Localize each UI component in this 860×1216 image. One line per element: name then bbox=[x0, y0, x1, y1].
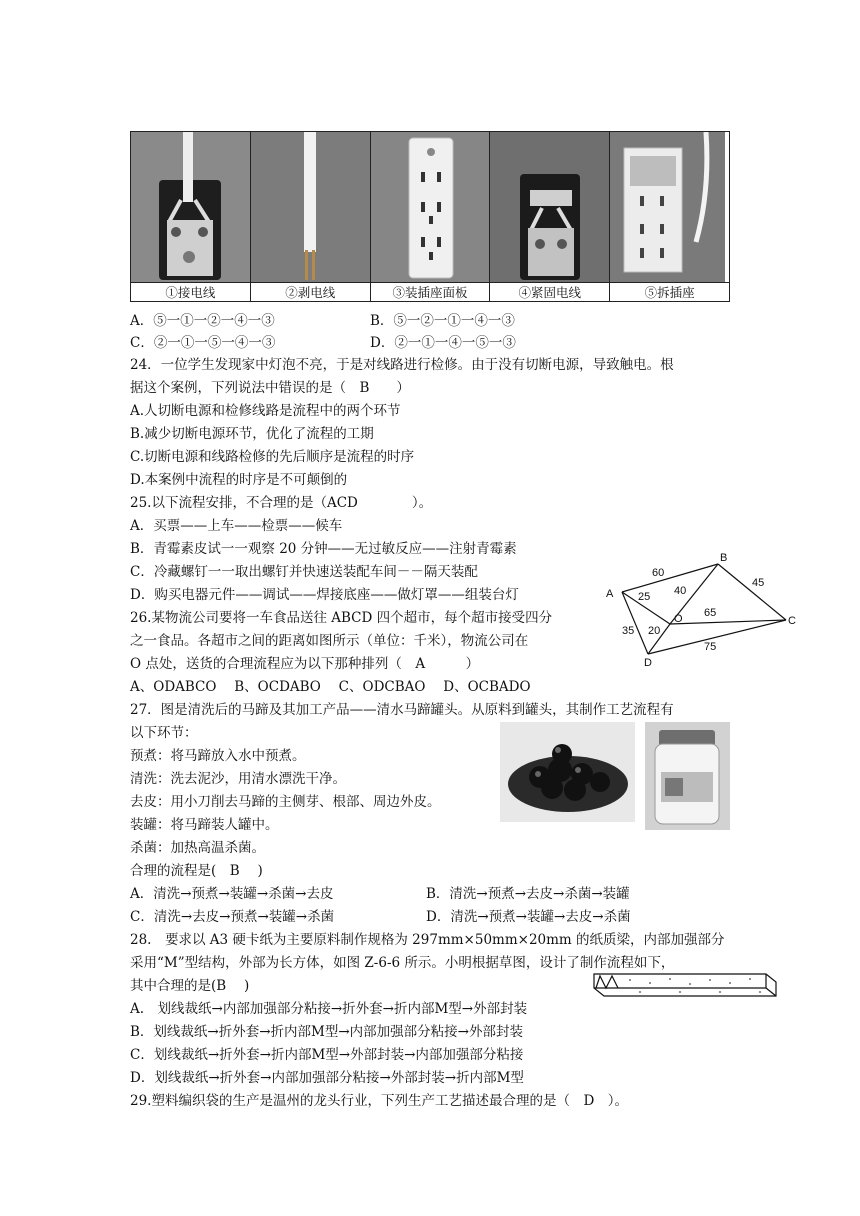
paper-beam-sketch bbox=[590, 968, 780, 1000]
canned-water-chestnut-photo bbox=[645, 722, 730, 830]
node-c-label: C bbox=[788, 615, 796, 627]
caption-connect-wire: ①接电线 bbox=[131, 283, 251, 302]
q28-option-b: B．划线裁纸→折外套→折内部M型→内部加强部分粘接→外部封装 bbox=[130, 1024, 523, 1040]
route-distance-diagram bbox=[600, 550, 800, 670]
dist-do: 20 bbox=[648, 625, 661, 637]
node-b-label: B bbox=[720, 552, 728, 564]
remove-socket-image bbox=[610, 132, 725, 282]
q27-step-can: 装罐：将马蹄装人罐中。 bbox=[130, 817, 279, 833]
dist-ab: 60 bbox=[652, 567, 665, 579]
socket-wiring-image bbox=[131, 132, 251, 282]
q27-option-b: B．清洗→预煮→去皮→杀菌→装罐 bbox=[426, 886, 630, 902]
q24-stem-line2: 据这个案例，下列说法中错误的是（ B ） bbox=[130, 380, 410, 396]
water-chestnut-photo bbox=[500, 722, 635, 822]
dist-ob: 40 bbox=[674, 585, 687, 597]
caption-strip-wire: ②剥电线 bbox=[251, 283, 371, 302]
q28-stem-line1: 28. 要求以 A3 硬卡纸为主要原料制作规格为 297mm×50mm×20mm 的纸质梁，内部加强部分 bbox=[130, 932, 725, 948]
node-d-label: D bbox=[644, 657, 652, 669]
q29-stem: 29.塑料编织袋的生产是温州的龙头行业，下列生产工艺描述最合理的是（ D ）。 bbox=[130, 1093, 629, 1109]
q27-option-a: A．清洗→预煮→装罐→杀菌→去皮 bbox=[130, 886, 334, 902]
q28-option-d: D．划线裁纸→折外套→内部加强部分粘接→外部封装→折内部M型 bbox=[130, 1070, 524, 1086]
node-a-label: A bbox=[606, 588, 614, 600]
q23-option-c: C．②一①一⑤一④一③ bbox=[130, 335, 276, 351]
q23-option-d: D．②一①一④一⑤一③ bbox=[370, 335, 516, 351]
q27-option-d: D．清洗→预煮→装罐→去皮→杀菌 bbox=[426, 909, 631, 925]
q25-option-d: D．购买电器元件——调试——焊接底座——做灯罩——组装台灯 bbox=[130, 587, 519, 603]
q28-stem-line3: 其中合理的是(B ) bbox=[130, 978, 250, 994]
photo-socket-panel bbox=[371, 132, 491, 282]
q26-options: A、ODABCO B、OCDABO C、ODCBAO D、OCBADO bbox=[130, 679, 531, 695]
q27-step-peel: 去皮：用小刀削去马蹄的主侧芽、根部、周边外皮。 bbox=[130, 794, 441, 810]
caption-fasten-wire: ④紧固电线 bbox=[490, 283, 610, 302]
process-photo-strip bbox=[130, 131, 730, 302]
q26-stem-line1: 26.某物流公司要将一车食品送往 ABCD 四个超市，每个超市接受四分 bbox=[130, 610, 553, 626]
dist-bc: 45 bbox=[752, 577, 765, 589]
q27-step-precook: 预煮：将马蹄放入水中预煮。 bbox=[130, 748, 306, 764]
caption-remove-socket: ⑤拆插座 bbox=[644, 285, 695, 300]
q23-option-a: A．⑤一①一②一④一③ bbox=[130, 313, 275, 329]
q24-option-b: B.减少切断电源环节，优化了流程的工期 bbox=[130, 426, 374, 442]
dist-dc: 75 bbox=[704, 641, 717, 653]
q25-stem: 25.以下流程安排，不合理的是（ACD ）。 bbox=[130, 495, 433, 511]
q25-option-b: B．青霉素皮试一一观察 20 分钟——无过敏反应——注射青霉素 bbox=[130, 541, 517, 557]
q24-stem-line1: 24．一位学生发现家中灯泡不亮，于是对线路进行检修。由于没有切断电源，导致触电。根 bbox=[130, 357, 674, 373]
q23-option-b: B．⑤一②一①一④一③ bbox=[370, 313, 515, 329]
socket-panel-image bbox=[371, 132, 491, 282]
q24-option-a: A.人切断电源和检修线路是流程中的两个环节 bbox=[130, 403, 401, 419]
q27-option-c: C．清洗→去皮→预煮→装罐→杀菌 bbox=[130, 909, 335, 925]
photo-remove-socket bbox=[610, 132, 729, 282]
q27-stem-line2: 以下环节： bbox=[130, 725, 198, 741]
dist-oc: 65 bbox=[704, 607, 717, 619]
q28-option-c: C．划线裁纸→折外套→折内部M型→外部封装→内部加强部分粘接 bbox=[130, 1047, 524, 1063]
q28-stem-line2: 采用“M”型结构，外部为长方体，如图 Z-6-6 所示。小明根据草图，设计了制作流程如下， bbox=[130, 955, 675, 971]
q27-step-wash: 清洗：洗去泥沙，用清水漂洗干净。 bbox=[130, 771, 346, 787]
caption-install-panel: ③装插座面板 bbox=[371, 283, 491, 302]
dist-ad: 35 bbox=[622, 625, 635, 637]
dist-ao: 25 bbox=[638, 591, 651, 603]
photo-connect-wire bbox=[131, 132, 251, 282]
q24-option-d: D.本案例中流程的时序是不可颠倒的 bbox=[130, 472, 348, 488]
fasten-wire-image bbox=[490, 132, 610, 282]
node-o-label: O bbox=[674, 613, 683, 625]
q26-stem-line2: 之一食品。各超市之间的距离如图所示（单位：千米），物流公司在 bbox=[130, 633, 529, 649]
q26-stem-line3: O 点处，送货的合理流程应为以下那种排列（ A ） bbox=[130, 656, 480, 672]
q27-stem-line1: 27．图是清洗后的马蹄及其加工产品——清水马蹄罐头。从原料到罐头，其制作工艺流程有 bbox=[130, 702, 674, 718]
photo-fasten-wire bbox=[490, 132, 610, 282]
q28-option-a: A. 划线裁纸→内部加强部分粘接→折外套→折内部M型→外部封装 bbox=[130, 1001, 528, 1017]
photo-strip-wire bbox=[251, 132, 371, 282]
q25-option-a: A．买票——上车——检票——候车 bbox=[130, 518, 343, 534]
q24-option-c: C.切断电源和线路检修的先后顺序是流程的时序 bbox=[130, 449, 415, 465]
q27-question: 合理的流程是( B ) bbox=[130, 863, 263, 879]
stripped-wire-image bbox=[251, 132, 371, 282]
q27-step-sterilize: 杀菌：加热高温杀菌。 bbox=[130, 840, 265, 856]
q25-option-c: C．冷藏螺钉一一取出螺钉并快速送装配车间－－隔天装配 bbox=[130, 564, 478, 580]
